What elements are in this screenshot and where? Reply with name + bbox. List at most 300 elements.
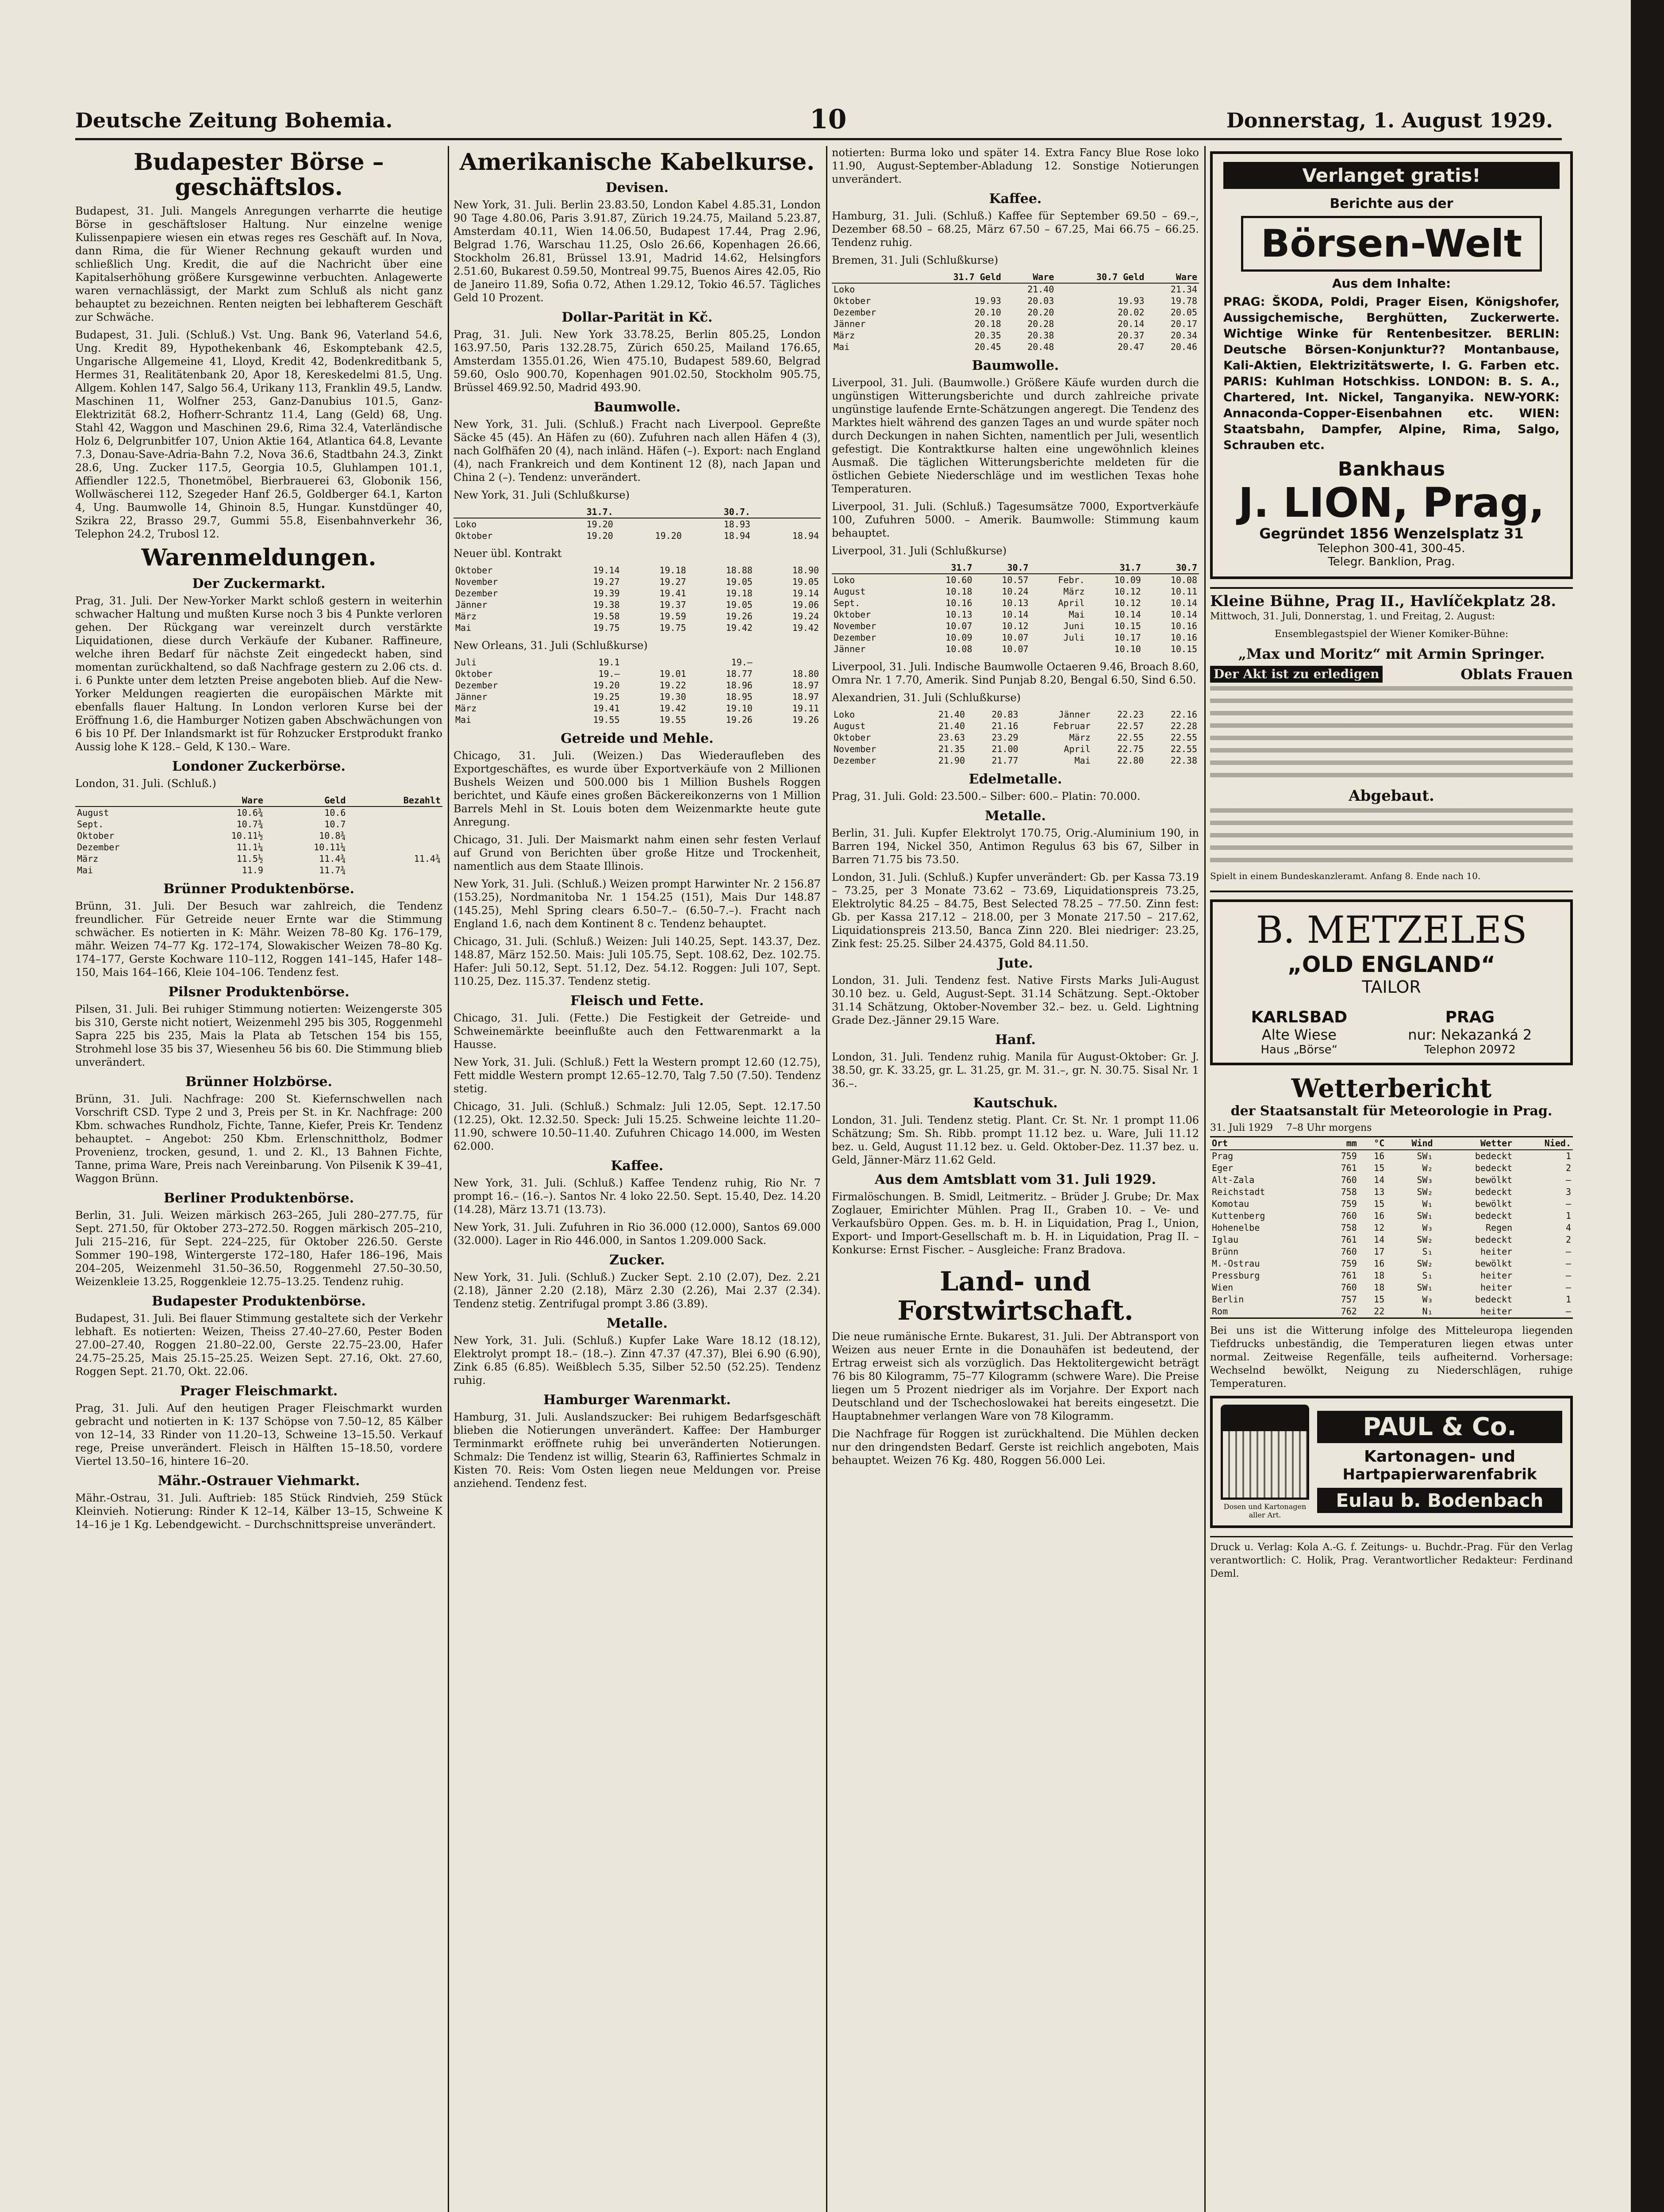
table-cell: 20.10 [974, 307, 1001, 318]
table-header-cell: 31.7. [546, 506, 615, 518]
table-row [453, 588, 821, 599]
table-cell: SW₁ [1417, 1151, 1433, 1162]
table-row [1210, 1210, 1573, 1222]
subsection-title: Der Zuckermarkt. [192, 576, 326, 591]
table-row [832, 318, 1199, 330]
table-cell: 19.26 [726, 611, 753, 622]
table-cell: November [834, 744, 876, 754]
table-cell: 11.7¾ [319, 864, 346, 876]
table-cell: Prag [1212, 1151, 1234, 1162]
table-cell: Wien [1212, 1282, 1234, 1293]
table-cell: 20.34 [1170, 330, 1197, 341]
column-rule [1204, 146, 1206, 2212]
theater-footer: Spielt in einem Bundeskanzleramt. Anfang 8. Ende nach 10. [1210, 871, 1481, 882]
article-paragraph: Prag, 31. Juli. Der New-Yorker Markt schloß gestern in weiterhin schwacher Haltung und mußten Kurse noch 3 bis 4 Punkte verloren gehen. Der Rückgang war vereinzelt durch verstärkte Liquidationen, diese durch Verkäufe der Kubaner. Raffineure, welche ihren Bedarf für nächste Zeit eingedeckt haben, sind momentan zurückhaltend, so daß Nachfrage gestern zu 2.06 cts. d. i. 6 Punkte unter dem letzten Preise angeboten blieb. Auf die New-Yorker Meldungen reagierten die europäischen Märkte mit ebenfalls flauer Haltung. In London verloren Kurse bei der Eröffnung 1.6, die Hamburger Notizen gaben Abschwächungen von 6 bis 10 Pf. Der Inlandsmarkt ist für Rohzucker Erstprodukt franko Aussig lohe K 128.– Geld, K 130.– Ware. [75, 594, 442, 753]
table-cell: 1 [1565, 1294, 1571, 1305]
table-cell: 18.90 [792, 565, 819, 576]
table-cell: 10.18 [945, 586, 972, 597]
ad-subheading: Aus dem Inhalte: [1332, 276, 1451, 291]
table-caption: Bremen, 31. Juli (Schlußkurse) [832, 254, 999, 266]
table-cell: 19.24 [792, 611, 819, 622]
table-cell: 19.39 [593, 588, 620, 599]
table-cell: Jänner [1058, 709, 1091, 720]
table-cell: W₃ [1422, 1222, 1433, 1233]
article-paragraph: Die neue rumänische Ernte. Bukarest, 31. Juli. Der Abtransport von Weizen aus neuer Ernte in die Donauhäfen ist bedeutend, der Ertrag erweist sich als vorzüglich. Das Hektolitergewicht beträgt 76 bis 80 Kilogramm, 75–77 Kilogramm (schwere Ware). Die Preise liegen um 5 Prozent niedriger als im Vorjahre. Der Export nach Deutschland und der Tschechoslowakei hat bereits eingesetzt. Die Hauptabnehmer verlangen Ware von 78 Kilogramm. [832, 1330, 1199, 1422]
subsection-title: Aus dem Amtsblatt vom 31. Juli 1929. [875, 1172, 1156, 1187]
table-cell: Rom [1212, 1306, 1228, 1317]
table-row [832, 643, 1199, 655]
cast-list [1210, 808, 1573, 866]
table-row [832, 743, 1199, 755]
london-sugar-table [75, 795, 442, 876]
table-cell: – [1565, 1258, 1571, 1269]
table-cell: 11.9 [242, 864, 263, 876]
article-paragraph: New York, 31. Juli. (Schluß.) Fracht nach Liverpool. Gepreßte Säcke 45 (45). An Häfen zu (60). Zufuhren nach allen Häfen 4 (3), nach Golfhäfen 20 (4), nach inländ. Häfen (–). Export: nach England (4), nach Frankreich und dem Kontinent 12 (8), nach Japan und China 2 (–). Tendenz: unverändert. [453, 418, 821, 484]
subsection-title: Pilsner Produktenbörse. [168, 984, 350, 1000]
table-caption: Neuer übl. Kontrakt [453, 547, 562, 560]
table-row [453, 668, 821, 680]
subsection-title: Hanf. [995, 1032, 1036, 1048]
table-cell: – [1565, 1198, 1571, 1210]
table-row [75, 806, 442, 818]
table-header-cell: Geld [265, 795, 348, 806]
table-cell: 22.16 [1170, 709, 1197, 720]
table-row [832, 632, 1199, 643]
table-cell: Dezember [455, 588, 498, 599]
table-cell: 20.46 [1170, 342, 1197, 352]
table-cell [622, 657, 688, 668]
table-cell: 19.30 [659, 691, 686, 703]
table-row [832, 720, 1199, 732]
weather-report [1210, 1073, 1573, 1390]
table-row [832, 620, 1199, 632]
table-row [1210, 1162, 1573, 1174]
subsection-title: Berliner Produktenbörse. [163, 1190, 354, 1206]
table-cell: 19.93 [974, 296, 1001, 306]
table-cell [752, 518, 821, 530]
article-paragraph: New York, 31. Juli. (Schluß.) Weizen prompt Harwinter Nr. 2 156.87 (153.25), Nordmanitoba Nr. 1 154.25 (151), Mais Dur 148.87 (145.25), Mehl Spring clears 6.50–7.– (6.50–7.–). Fracht nach England 1.6, nach dem Kontinent 8 c. Tendenz behauptet. [453, 878, 821, 930]
table-cell: März [455, 611, 477, 622]
subsection-title: Kautschuk. [973, 1095, 1058, 1111]
table-header-cell: Wetter [1435, 1137, 1514, 1150]
article-paragraph: Liverpool, 31. Juli. (Baumwolle.) Größere Käufe wurden durch die ungünstigen Witterungsberichte und durch zahlreiche private ungünstige laufende Ernte-Schätzungen angeregt. Die Tendenz des Marktes hielt während des ganzen Tages an und wurde später noch durch Deckungen in nahen Sichten, namentlich per Juli, wesentlich gefestigt. Die Kontraktkurse halten eine ungewöhnlich kleines Ausmaß. Die täglichen Witterungsberichte meldeten für die östlichen Gebiete Niederschläge und im westlichen Texas hohe Temperaturen. [832, 376, 1199, 495]
table-cell: 19.20 [586, 530, 613, 541]
article-paragraph: New York, 31. Juli. Berlin 23.83.50, London Kabel 4.85.31, London 90 Tage 4.80.06, Paris 3.91.87, Zürich 19.24.75, Mailand 5.23.87, Amsterdam 40.11, Wien 14.06.50, Budapest 17.44, Prag 2.96, Belgrad 1.76, Warschau 11.25, Oslo 26.66, Kopenhagen 26.66, Stockholm 26.81, Brüssel 13.91, Madrid 14.62, Helsingfors 2.51.60, Bukarest 0.59.50, Montreal 99.75, Buenos Aires 42.05, Rio de Janeiro 11.89, Sofia 0.72, Athen 1.29.12, Tokio 46.57. Tägliches Geld 10 Prozent. [453, 199, 821, 304]
table-cell: 19.41 [593, 703, 620, 714]
imprint: Druck u. Verlag: Kola A.-G. f. Zeitungs- u. Buchdr.-Prag. Für den Verlag verantwortlich: C. Holik, Prag. Verantwortlicher Redakteur: Ferdinand Deml. [1210, 1536, 1573, 1581]
table-cell: 19.11 [792, 703, 819, 714]
article-paragraph: notierten: Burma loko und später 14. Extra Fancy Blue Rose loko 11.90, August-September-Abladung 12. Sonstige Notierungen unverändert. [832, 146, 1199, 185]
weather-subtitle: der Staatsanstalt für Meteorologie in Prag. [1230, 1103, 1553, 1119]
table-cell: 11.4¾ [414, 853, 441, 864]
table-caption: New Orleans, 31. Juli (Schlußkurse) [453, 639, 648, 652]
table-cell: SW₂ [1417, 1187, 1433, 1198]
table-cell: 19.26 [726, 714, 753, 726]
table-cell: 10.14 [1114, 609, 1141, 620]
box-body [1221, 1431, 1309, 1500]
article-paragraph: Brünn, 31. Juli. Nachfrage: 200 St. Kiefernschwellen nach Vorschrift CSD. Type 2 und 3, Preis per St. in Kr. Nachfrage: 200 Kbm. schwaches Rundholz, Fichte, Tanne, Kiefer, Preis Kr. Tendenz behauptet. – Angebot: 250 Kbm. Erlenschnittholz, Bodmer Provenienz, trocken, gesund, 1. und 2. Kl., 13 Bahnen Fichte, Tanne, prima Ware, Preis nach Vereinbarung. Von Pilsenik K 39–41, Waggon Brünn. [75, 1092, 442, 1185]
article-paragraph: Hamburg, 31. Juli. (Schluß.) Kaffee für September 69.50 – 69.–, Dezember 68.50 – 68.25, März 67.50 – 67.25, Mai 66.75 – 66.25. Tendenz ruhig. [832, 210, 1199, 249]
table-cell: 20.37 [1118, 330, 1145, 341]
table-row [1210, 1222, 1573, 1234]
table-cell: bedeckt [1475, 1187, 1513, 1198]
article-paragraph: Chicago, 31. Juli. (Fette.) Die Festigkeit der Getreide- und Schweinemärkte beeinflußte auch den Fettwarenmarkt a la Hausse. [453, 1012, 821, 1051]
table-header-cell: 30.7 Geld [1056, 271, 1146, 283]
article-paragraph: Firmalöschungen. B. Smidl, Leitmeritz. – Brüder J. Grube; Dr. Max Zoglauer, Emirichter Mühlen. Prag II., Graben 10. – Ve- und Verkaufsbüro Oppen. Ges. m. b. H. in Liquidation, Prag I., Union, Export- und Import-Gesellschaft m. b. H. in Liquidation, Prag II. – Konkurse: Ernst Fischer. – Ausgleiche: Franz Bradova. [832, 1190, 1199, 1256]
table-cell: S₁ [1422, 1270, 1433, 1281]
table-cell [347, 841, 442, 853]
table-cell: 22.55 [1170, 744, 1197, 754]
table-cell: 21.40 [1027, 284, 1054, 295]
table-cell: 21.35 [938, 744, 965, 754]
article-paragraph: London, 31. Juli. Tendenz stetig. Plant. Cr. St. Nr. 1 prompt 11.06 Schätzung; Sm. Sh. Ribb. prompt 11.12 bez. u. Ware, Juli 11.12 bez. u. Geld, August 11.12 bez. u. Geld. Oktober-Dez. 11.37 bez. u. Geld, Jänner-März 11.62 Geld. [832, 1114, 1199, 1166]
table-row [832, 586, 1199, 597]
table-row [453, 565, 821, 576]
table-cell: W₁ [1422, 1198, 1433, 1210]
table-cell: 19.06 [792, 599, 819, 611]
theater-dates: Mittwoch, 31. Juli, Donnerstag, 1. und Freitag, 2. August: [1210, 611, 1495, 622]
table-cell: 760 [1341, 1175, 1357, 1186]
table-cell [347, 806, 442, 818]
table-cell: Loko [455, 519, 477, 530]
table-cell: 10.6¾ [236, 807, 263, 818]
table-row [1210, 1234, 1573, 1246]
table-cell: Dezember [455, 680, 498, 691]
table-cell: Mai [834, 342, 850, 352]
table-cell: 19.26 [792, 714, 819, 726]
table-cell: 19.41 [659, 588, 686, 599]
table-header-cell [832, 271, 913, 283]
table-cell: 22.80 [1117, 755, 1144, 766]
table-cell: Mai [1074, 755, 1091, 766]
article-paragraph: Mähr.-Ostrau, 31. Juli. Auftrieb: 185 Stück Rindvieh, 259 Stück Kleinvieh. Notierung: Rinder K 12–14, Kälber 13–15, Schweine K 14–16 je 1 Kg. Lebendgewicht. – Durchschnittspreise unverändert. [75, 1491, 442, 1531]
table-cell: März [455, 703, 477, 714]
table-header-cell: 31.7 Geld [913, 271, 1003, 283]
table-cell: – [1565, 1270, 1571, 1281]
table-cell: SW₁ [1417, 1210, 1433, 1221]
table-header-cell: mm [1321, 1137, 1359, 1150]
program-left-title: Der Akt ist zu erledigen [1210, 666, 1383, 683]
table-row [1210, 1282, 1573, 1294]
table-cell: 10.09 [1114, 575, 1141, 585]
program-right-title: Oblats Frauen [1460, 666, 1573, 683]
table-cell: Hohenelbe [1212, 1222, 1260, 1233]
table-row [832, 295, 1199, 307]
table-cell: November [834, 621, 876, 631]
table-cell: Kuttenberg [1212, 1210, 1265, 1221]
subsection-title: Edelmetalle. [968, 772, 1062, 787]
table-row [1210, 1186, 1573, 1198]
cast-list [1210, 686, 1573, 783]
table-caption: New York, 31. Juli (Schlußkurse) [453, 489, 630, 502]
table-cell: 19.75 [593, 622, 620, 634]
table-cell: Iglau [1212, 1234, 1239, 1245]
table-cell: 10.07 [1002, 632, 1029, 643]
table-cell: 18.88 [726, 565, 753, 576]
table-row [453, 691, 821, 703]
table-cell: 10.11½ [231, 830, 263, 841]
address: nur: Nekazanká 2 [1408, 1026, 1532, 1044]
table-cell: 14 [1374, 1175, 1385, 1186]
table-cell: 10.09 [945, 632, 972, 643]
table-cell: 19.01 [659, 668, 686, 680]
table-cell: 23.63 [938, 732, 965, 743]
table-caption: Alexandrien, 31. Juli (Schlußkurse) [832, 691, 1021, 704]
weather-date-row [1210, 1122, 1573, 1133]
table-cell: März [834, 330, 855, 341]
paul-co-advertisement [1210, 1396, 1573, 1528]
paper-name: Deutsche Zeitung Bohemia. [75, 108, 393, 132]
table-row [453, 599, 821, 611]
table-cell: heiter [1480, 1270, 1513, 1281]
table-cell: bedeckt [1475, 1151, 1513, 1162]
table-header-cell [615, 506, 684, 518]
section-title: Warenmeldungen. [141, 544, 377, 572]
table-cell: 20.48 [1027, 342, 1054, 352]
column-rule [448, 146, 449, 2212]
table-cell: 19.38 [593, 599, 620, 611]
section-title: Budapester Börse – geschäftslos. [134, 149, 384, 201]
bank-phone: Telephon 300-41, 300-45. [1318, 542, 1465, 556]
table-cell: 10.16 [1170, 621, 1197, 631]
table-header-cell: 30.7 [974, 562, 1030, 574]
table-row [1210, 1270, 1573, 1282]
table-cell: 20.35 [974, 330, 1001, 341]
table-header-cell: 31.7 [1087, 562, 1143, 574]
table-cell: 21.00 [991, 744, 1018, 754]
table-cell: 20.03 [1027, 296, 1054, 306]
tailor-trade: TAILOR [1362, 977, 1421, 997]
program-subtitle: Abgebaut. [1349, 787, 1434, 805]
table-cell: 759 [1341, 1258, 1357, 1269]
table-cell: Brünn [1212, 1246, 1239, 1257]
table-cell: 760 [1341, 1210, 1357, 1221]
table-cell: 20.83 [991, 709, 1018, 720]
box-caption: Dosen und Kartonagen aller Art. [1223, 1502, 1307, 1520]
table-cell: 22.55 [1117, 732, 1144, 743]
liverpool-cotton-table [832, 562, 1199, 655]
table-cell: Febr. [1058, 575, 1085, 585]
weather-date: 31. Juli 1929 [1210, 1122, 1273, 1134]
table-cell: 10.24 [1002, 586, 1029, 597]
table-cell: – [1565, 1282, 1571, 1293]
table-header-cell: 30.7 [1143, 562, 1199, 574]
table-cell: 10.57 [1002, 575, 1029, 585]
table-cell: Jänner [834, 319, 866, 329]
table-header-row [453, 506, 821, 518]
table-cell: 2 [1565, 1163, 1571, 1174]
location-prag [1408, 1008, 1532, 1056]
phone: Telephon 20972 [1424, 1043, 1516, 1057]
table-header-cell: Wind [1386, 1137, 1434, 1150]
boersen-welt-advertisement [1210, 151, 1573, 579]
table-header-row [1210, 1137, 1573, 1150]
table-caption: Liverpool, 31. Juli (Schlußkurse) [832, 545, 1007, 557]
table-cell: 17 [1374, 1246, 1385, 1257]
table-cell: 22 [1374, 1306, 1385, 1317]
table-row [1210, 1306, 1573, 1318]
table-cell: 19.14 [593, 565, 620, 576]
article-paragraph: New York, 31. Juli. (Schluß.) Kaffee Tendenz ruhig, Rio Nr. 7 prompt 16.– (16.–). Santos Nr. 4 loko 22.50. Sept. 15.40, Dez. 14.20 (14.28), März 13.71 (13.73). [453, 1177, 821, 1216]
article-paragraph: London, 31. Juli. Tendenz ruhig. Manila für August-Oktober: Gr. J. 38.50, gr. K. 33.25, gr. L. 31.25, gr. M. 31.–, gr. N. 30.75. Sisal Nr. 1 36.–. [832, 1051, 1199, 1090]
table-cell: Juli [455, 657, 477, 668]
new-orleans-table [453, 657, 821, 726]
table-cell: Oktober [77, 830, 115, 841]
table-header-cell: 31.7 [918, 562, 974, 574]
column-2 [453, 146, 821, 2212]
table-cell: 19.42 [659, 703, 686, 714]
table-cell: 1 [1565, 1151, 1571, 1162]
table-cell: 10.60 [945, 575, 972, 585]
table-cell: 10.16 [945, 598, 972, 608]
ad-name-box [1241, 216, 1542, 272]
table-header-cell: 30.7. [684, 506, 752, 518]
article-paragraph: Chicago, 31. Juli. (Schluß.) Weizen: Juli 140.25, Sept. 143.37, Dez. 148.87, März 152.50. Mais: Juli 105.75, Sept. 108.62, Dez. 102.75. Hafer: Juli 50.12, Sept. 51.12, Dez. 54.12. Roggen: Juli 107, Sept. 110.25, Dez. 115.37. Tendenz stetig. [453, 935, 821, 988]
company-line: Hartpapierwarenfabrik [1342, 1466, 1537, 1484]
table-cell: Juli [1063, 632, 1085, 643]
table-cell: heiter [1480, 1306, 1513, 1317]
table-cell: 19.25 [593, 691, 620, 703]
table-cell: 20.02 [1118, 307, 1145, 318]
subsection-title: Metalle. [985, 808, 1046, 824]
table-cell: 4 [1565, 1222, 1571, 1233]
table-cell [913, 283, 1003, 295]
table-cell: 19.93 [1118, 296, 1145, 306]
table-cell: Berlin [1212, 1294, 1244, 1305]
article-paragraph: Chicago, 31. Juli. Der Maismarkt nahm einen sehr festen Verlauf auf Grund von Berichten über große Hitze und Trockenheit, namentlich aus dem Staate Illinois. [453, 833, 821, 873]
table-cell: 18.95 [726, 691, 753, 703]
theater-program-row [1210, 666, 1573, 683]
table-cell: Mai [455, 714, 472, 726]
table-header-row [832, 562, 1199, 574]
article-paragraph: Prag, 31. Juli. Auf den heutigen Prager Fleischmarkt wurden gebracht und notierten in K: 137 Schöpse von 7.50–12, 85 Kälber von 12–14, 33 Rinder von 11.20–13, Schweine 13–15.50. Verkauf rege, Preise unverändert. Fleisch in Hälften 15–18.50, vordere Viertel 13.50–16, hintere 16–20. [75, 1402, 442, 1467]
table-cell: 10.12 [1114, 586, 1141, 597]
new-york-contract-table [453, 565, 821, 634]
table-cell: März [1063, 586, 1085, 597]
table-cell: Oktober [455, 530, 493, 541]
table-row [832, 283, 1199, 295]
table-caption: London, 31. Juli. (Schluß.) [75, 777, 216, 790]
table-cell: November [455, 576, 498, 588]
table-row [1210, 1246, 1573, 1258]
table-cell: Oktober [834, 609, 871, 620]
table-row [832, 609, 1199, 620]
subsection-title: Jute. [998, 956, 1033, 971]
article-paragraph: Budapest, 31. Juli. (Schluß.) Vst. Ung. Bank 96, Vaterland 54.6, Ung. Kredit 89, Hypothekenbank 46, Eskomptebank 42.5, Ungarische Allgemeine 41, Lloyd, Kredit 42, Bodenkreditbank 5, Hermes 31, Realitätenbank 20, Apor 18, Kereskedelmi 81.5, Ung. Allgem. Kohlen 147, Salgo 56.4, Urikany 113, Franklin 49.5, Landw. Maschinen 11, Wolfner 253, Ganz-Danubius 101.5, Ganz-Elektrizität 68.2, Hofherr-Schrantz 11.4, Lang (Geld) 68, Ung. Stahl 42, Waggon und Maschinen 29.6, Rima 32.4, Vaterländische Holz 6, Delgrunbitfer 107, Union Aktie 164, Atlantica 64.8, Levante 7.3, Donau-Save-Adria-Bahn 7.2, Nova 36.6, Stadtbahn 24.3, Zinkt 28.6, Ung. Zucker 117.5, Georgia 10.5, Gluhlampen 101.1, Affiendler 122.5, Thonetmöbel, Bierbrauerei 63, Globonik 156, Wollwäscherei 112, Szegeder Hanf 26.5, Goldberger 64.1, Karton 4, Ung. Baumwolle 14, Ghinoin 8.5, Hungar. Kunstdünger 40, Szikra 22, Brasso 29.7, Gummi 55.8, Eisenbahnverkehr 36, Telephon 24.2, Trubosl 12. [75, 329, 442, 541]
table-cell: 10.07 [1002, 644, 1029, 654]
article-paragraph: Budapest, 31. Juli. Bei flauer Stimmung gestaltete sich der Verkehr lebhaft. Es notierten: Weizen, Theiss 27.40–27.60, Pester Boden 27.00–27.40, Roggen 21.80–22.00, Gerste 22.75–23.00, Hafer 24.75–25.25, Mais 25.15–25.25. Weizen Sept. 27.16, Okt. 27.60, Roggen Sept. 21.70, Okt. 22.06. [75, 1312, 442, 1378]
table-cell: 20.18 [974, 319, 1001, 329]
tailor-locations [1221, 1008, 1562, 1056]
table-header-row [832, 271, 1199, 283]
table-cell: Eger [1212, 1163, 1234, 1174]
bank-telegram: Telegr. Banklion, Prag. [1328, 555, 1455, 569]
table-cell: 20.20 [1027, 307, 1054, 318]
table-cell: 18.77 [726, 668, 753, 680]
table-cell: 19.20 [655, 530, 682, 541]
table-cell: 19.05 [792, 576, 819, 588]
table-cell: 10.12 [1002, 621, 1029, 631]
table-row [453, 530, 821, 541]
article-paragraph: New York, 31. Juli. (Schluß.) Zucker Sept. 2.10 (2.07), Dez. 2.21 (2.18), Jänner 2.20 (2.18), März 2.30 (2.26), Mai 2.37 (2.34). Tendenz stetig. Zentrifugal prompt 3.86 (3.89). [453, 1271, 821, 1310]
article-paragraph: Budapest, 31. Juli. Mangels Anregungen verharrte die heutige Börse in geschäftsloser Haltung. Nur einzelne wenige Kulissenpapiere wiesen ein etwas reges res Geschäft auf. In Nova, dann Rima, die für Wiener Rechnung gekauft wurden und schließlich Ung. Kredit, die auf die Nachricht über eine Kapitalserhöhung größere Kursgewinne verbuchten. Anlagewerte waren vernachlässigt, der Markt zum Schluß als nicht ganz behauptet zu bezeichnen. Renten neigten bei lebhafterem Geschäft zur Schwäche. [75, 205, 442, 324]
column-rule [826, 146, 827, 2212]
table-cell: 21.77 [991, 755, 1018, 766]
table-cell: 10.7¾ [236, 818, 263, 830]
table-cell: bewölkt [1475, 1258, 1513, 1269]
table-cell: 13 [1374, 1187, 1385, 1198]
product-box-image [1221, 1405, 1309, 1519]
section-title: Amerikanische Kabelkurse. [459, 149, 815, 176]
theater-ensemble: Ensemblegastspiel der Wiener Komiker-Bühne: [1274, 629, 1509, 640]
table-header-cell: Ware [1003, 271, 1056, 283]
company-name: PAUL & Co. [1317, 1411, 1562, 1443]
new-york-cotton-table [453, 506, 821, 541]
bank-address: Gegründet 1856 Wenzelsplatz 31 [1259, 525, 1524, 542]
address-detail: Haus „Börse“ [1260, 1043, 1338, 1057]
paul-co-text [1317, 1411, 1562, 1513]
table-cell: W₂ [1422, 1163, 1433, 1174]
table-cell: 1 [1565, 1210, 1571, 1221]
page-number: 10 [810, 104, 847, 135]
table-cell: 10.16 [1170, 632, 1197, 643]
table-cell [754, 657, 821, 668]
table-cell: Regen [1485, 1222, 1513, 1233]
table-cell: 22.28 [1170, 721, 1197, 731]
table-cell: 18 [1374, 1270, 1385, 1281]
table-cell: 11.5½ [236, 853, 263, 864]
article-paragraph: New York, 31. Juli. (Schluß.) Fett la Western prompt 12.60 (12.75), Fett middle Western prompt 12.65–12.70, Talg 7.50 (7.50). Tendenz stetig. [453, 1056, 821, 1095]
table-cell: 19.14 [792, 588, 819, 599]
table-cell: Jänner [455, 599, 488, 611]
table-cell [347, 818, 442, 830]
subsection-title: Budapester Produktenbörse. [152, 1293, 366, 1309]
table-cell: 18.80 [792, 668, 819, 680]
table-cell: 10.17 [1114, 632, 1141, 643]
subsection-title: Londoner Zuckerbörse. [172, 758, 346, 774]
table-cell: 19.27 [659, 576, 686, 588]
table-cell: 760 [1341, 1246, 1357, 1257]
subsection-title: Brünner Holzbörse. [185, 1074, 332, 1090]
table-cell: Sept. [834, 598, 861, 608]
table-cell: bewölkt [1475, 1198, 1513, 1210]
table-cell: heiter [1480, 1246, 1513, 1257]
table-cell: 10.07 [945, 621, 972, 631]
column-3 [832, 146, 1199, 2212]
table-row [453, 657, 821, 668]
table-cell: 10.08 [1170, 575, 1197, 585]
ad-name: Börsen-Welt [1260, 222, 1522, 266]
table-cell: 19.20 [593, 680, 620, 691]
column-1 [75, 146, 442, 2212]
table-header-cell: Ware [182, 795, 265, 806]
table-row [832, 330, 1199, 341]
table-row [1210, 1150, 1573, 1162]
table-cell: 16 [1374, 1151, 1385, 1162]
tailor-name: B. METZELES [1256, 908, 1527, 952]
table-cell: 19.37 [659, 599, 686, 611]
table-cell: 22.55 [1170, 732, 1197, 743]
table-cell: 22.75 [1117, 744, 1144, 754]
table-row [453, 576, 821, 588]
table-cell: 10.11 [1170, 586, 1197, 597]
table-cell: 20.28 [1027, 319, 1054, 329]
article-paragraph: Liverpool, 31. Juli. Indische Baumwolle Octaeren 9.46, Broach 8.60, Omra Nr. 1 7.70, Amerik. Sind Punjab 8.20, Bengal 6.50, Sind 6.50. [832, 661, 1199, 686]
table-cell: Jänner [834, 644, 866, 654]
table-cell: 18.94 [792, 530, 819, 541]
article-paragraph: Prag, 31. Juli. New York 33.78.25, Berlin 805.25, London 163.97.50, Paris 132.28.75, Zürich 650.25, Mailand 176.65, Amsterdam 1355.01.26, Wien 475.10, Budapest 589.60, Belgrad 59.60, Oslo 900.70, Kopenhagen 901.02.50, Stockholm 905.75, Brüssel 469.92.50, Madrid 493.90. [453, 328, 821, 394]
table-cell: SW₂ [1417, 1234, 1433, 1245]
